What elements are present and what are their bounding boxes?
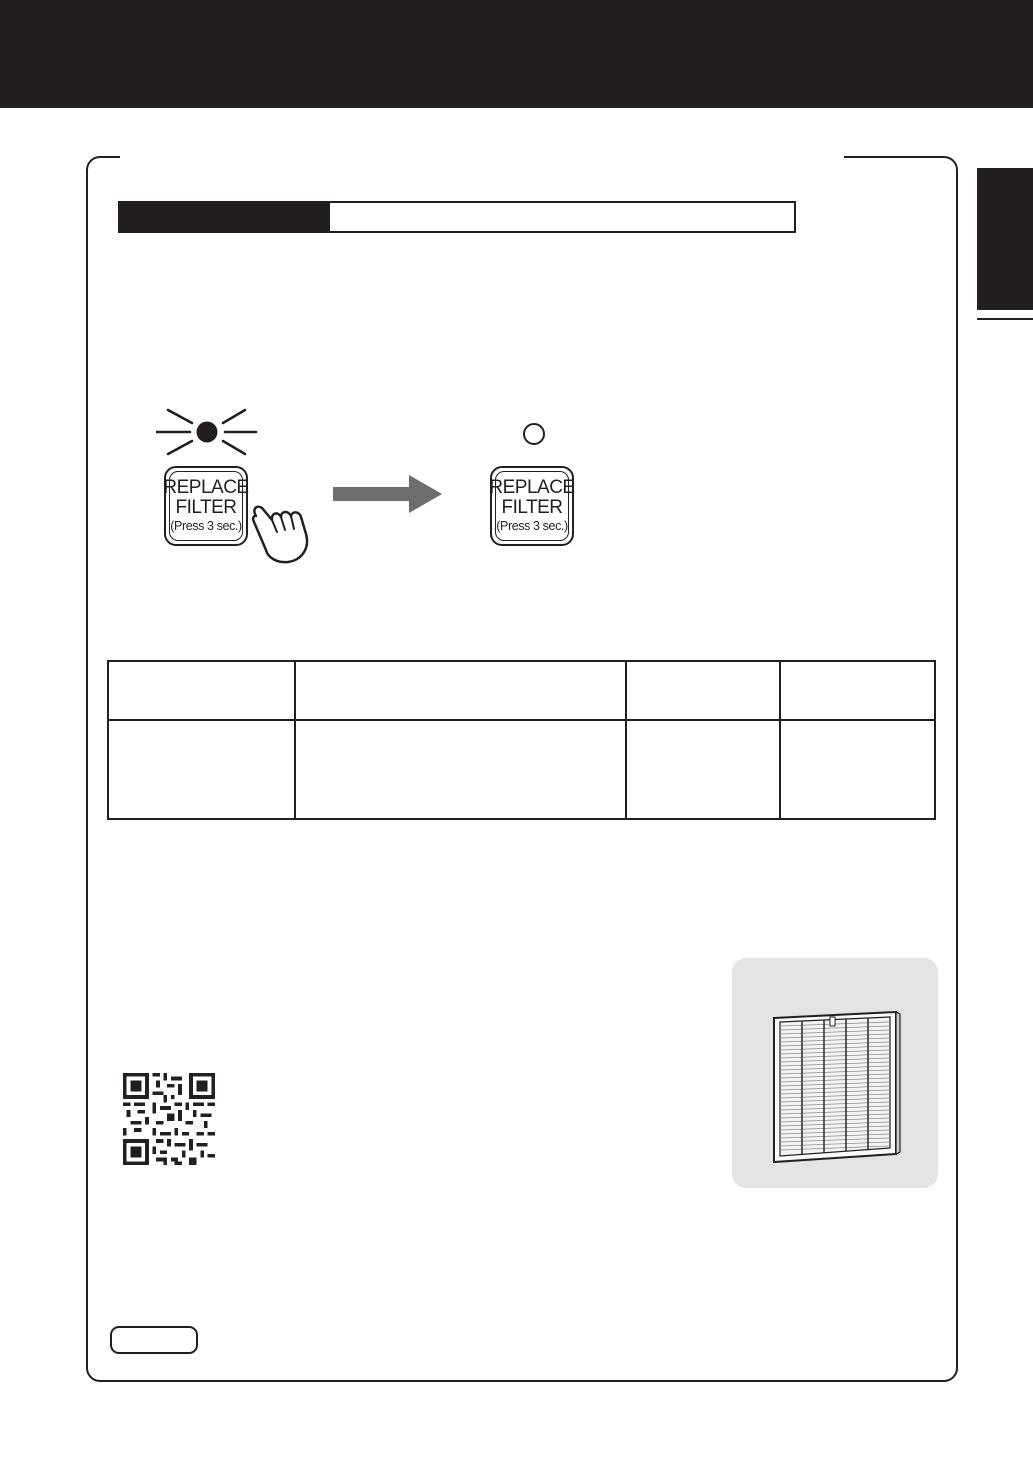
table-header-cell [108, 661, 295, 720]
replace-button-line3: (Press 3 sec.) [170, 519, 242, 533]
replace-button-line2: FILTER [175, 497, 237, 518]
pointing-hand-icon [244, 496, 316, 568]
side-tab-rule [977, 318, 1033, 320]
replace-button-line3: (Press 3 sec.) [496, 519, 568, 533]
header-bar [0, 0, 1033, 108]
table-cell [108, 720, 295, 819]
blinking-indicator-icon [150, 400, 265, 466]
replace-button-line1: REPLACE [163, 477, 249, 498]
indicator-off-icon [520, 420, 548, 448]
section-heading-label-block [120, 203, 330, 231]
replace-filter-button-before[interactable] [164, 466, 248, 546]
section-heading-bar [118, 201, 796, 233]
filter-image-panel [732, 958, 938, 1188]
table-cell [626, 720, 780, 819]
table-header-cell [626, 661, 780, 720]
right-arrow-icon [330, 472, 445, 516]
qr-code[interactable] [123, 1073, 215, 1165]
section-side-tab [977, 168, 1033, 310]
table-header-cell [295, 661, 626, 720]
note-badge [110, 1326, 198, 1354]
replace-button-line1: REPLACE [489, 477, 575, 498]
replacement-filter-illustration [770, 1006, 902, 1166]
filter-spec-table [107, 660, 936, 820]
table-row [108, 720, 935, 819]
table-header-row [108, 661, 935, 720]
table-cell [780, 720, 935, 819]
table-cell [295, 720, 626, 819]
replace-filter-button-after[interactable] [490, 466, 574, 546]
frame-title-gap [120, 150, 844, 164]
table-header-cell [780, 661, 935, 720]
replace-button-line2: FILTER [501, 497, 563, 518]
